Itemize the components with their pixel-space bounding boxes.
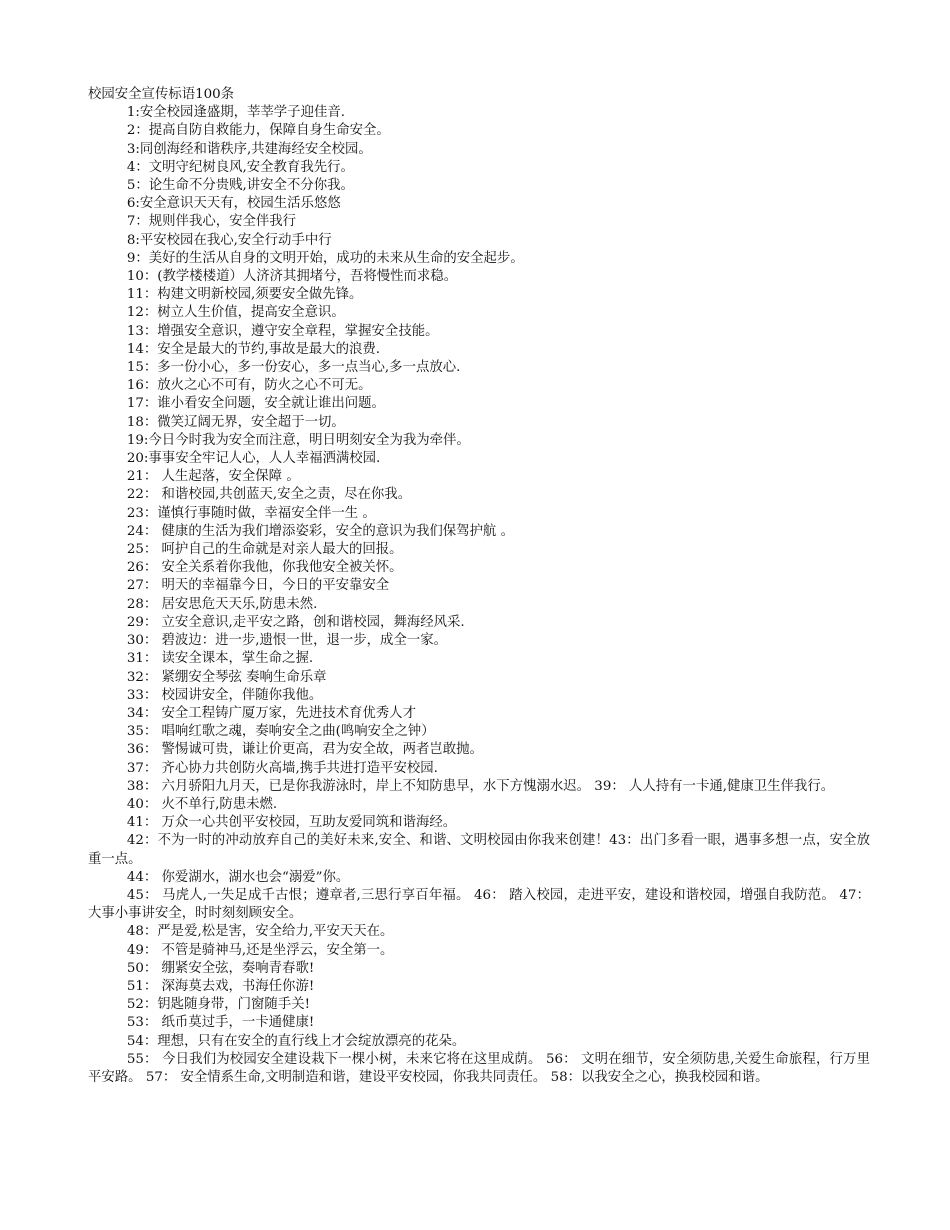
slogan-line: 9：美好的生活从自身的文明开始，成功的未来从生命的安全起步。 [126,250,524,266]
slogan-line: 8:平安校园在我心,安全行动手中行 [126,232,332,248]
slogan-line: 54：理想，只有在安全的直行线上才会绽放漂亮的花朵。 [126,1033,466,1049]
slogan-line: 2：提高自防自救能力，保障自身生命安全。 [126,123,390,139]
slogan-line: 11：构建文明新校园,须要安全做先锋。 [126,287,363,303]
slogan-line: 38： 六月骄阳九月天，已是你我游泳时，岸上不知防患早，水下方愧溺水迟。 39： 人人持有一卡通,健康卫生伴我行。 [126,778,835,794]
slogan-line: 25： 呵护自己的生命就是对亲人最大的回报。 [126,542,403,558]
slogan-line: 53： 纸币莫过手，一卡通健康! [126,1015,315,1031]
slogan-line: 45： 马虎人,一失足成千古恨；遵章者,三思行享百年福。 46： 踏入校园，走进平安，建设和谐校园，增强自我防范。 47： 大事小事讲安全，时时刻刻顾安全。 [88,887,870,922]
slogan-line: 29： 立安全意识,走平安之路，创和谐校园，舞海经风采. [126,614,465,630]
slogan-line: 42：不为一时的冲动放弃自己的美好未来,安全、和谐、文明校园由你我来创建！43：出门多看一眼，遇事多想一点，安全放重一点。 [88,833,870,867]
slogan-list [88,104,870,1087]
slogan-line: 36： 警惕诚可贵，谦让价更高，君为安全故，两者岂敢抛。 [126,742,483,758]
slogan-line: 10：(教学楼楼道）人济济其拥堵兮，吾将慢性而求稳。 [126,269,458,285]
slogan-line: 34： 安全工程铸广厦万家，先进技术育优秀人才 [126,705,416,721]
slogan-line: 31： 读安全课本，掌生命之握. [126,651,314,667]
slogan-line: 14：安全是最大的节约,事故是最大的浪费. [126,341,381,357]
slogan-line: 6:安全意识天天有，校园生活乐悠悠 [126,196,341,212]
document-title: 校园安全宣传标语100条 [88,87,235,102]
slogan-line: 49： 不管是骑神马,还是坐浮云，安全第一。 [126,942,394,958]
slogan-line: 44： 你爱湖水，湖水也会“溺爱”你。 [126,869,350,885]
slogan-line: 16：放火之心不可有，防火之心不可无。 [126,378,372,394]
slogan-line: 32： 紧绷安全琴弦 奏响生命乐章 [126,669,327,685]
slogan-line: 18：微笑辽阔无界，安全超于一切。 [126,414,345,430]
slogan-line: 7：规则伴我心，安全伴我行 [126,214,297,230]
slogan-line: 27： 明天的幸福靠今日，今日的平安靠安全 [126,578,390,594]
slogan-line: 51： 深海莫去戏，书海任你游! [126,978,315,994]
slogan-line: 20:事事安全牢记人心，人人幸福洒满校园. [126,451,381,467]
slogan-line: 26： 安全关系着你我他，你我他安全被关怀。 [126,560,403,576]
slogan-line: 5：论生命不分贵贱,讲安全不分你我。 [126,178,354,194]
slogan-line: 33： 校园讲安全，伴随你我他。 [126,687,323,703]
slogan-line: 4：文明守纪树良风,安全教育我先行。 [126,159,354,175]
slogan-line: 22： 和谐校园,共创蓝天,安全之责，尽在你我。 [126,487,412,503]
slogan-line: 19:今日今时我为安全而注意，明日明刻安全为我为牵伴。 [126,432,470,448]
slogan-line: 12：树立人生价值，提高安全意识。 [126,305,345,321]
slogan-line: 15：多一份小心，多一份安心，多一点当心,多一点放心. [126,360,461,376]
slogan-line: 3:同创海经和谐秩序,共建海经安全校园。 [126,141,372,157]
slogan-line: 55： 今日我们为校园安全建设栽下一棵小树，未来它将在这里成荫。 56： 文明在细节，安全须防患,关爱生命旅程，行万里平安路。 57： 安全情系生命,文明制造和谐，建设平安校园，你我共同责任。 58：以我安全之心，换我校园和谐。 [88,1051,870,1085]
slogan-line: 48：严是爱,松是害，安全给力,平安天天在。 [126,924,394,940]
slogan-line: 37： 齐心协力共创防火高墙,携手共进打造平安校园. [126,760,438,776]
slogan-line: 24： 健康的生活为我们增添姿彩，安全的意识为我们保驾护航 。 [126,523,514,539]
slogan-line: 17：谁小看安全问题，安全就让谁出问题。 [126,396,385,412]
slogan-line: 21： 人生起落，安全保障 。 [126,469,300,485]
slogan-line: 1:安全校园逢盛期，莘莘学子迎佳音. [126,105,346,121]
slogan-line: 50： 绷紧安全弦，奏响青春歌! [126,960,315,976]
slogan-line: 35： 唱响红歌之魂，奏响安全之曲(鸣响安全之钟） [126,724,435,740]
slogan-line: 28： 居安思危天天乐,防患未然. [126,596,318,612]
slogan-line: 52：钥匙随身带，门窗随手关! [126,997,310,1013]
slogan-line: 40： 火不单行,防患未燃. [126,796,278,812]
slogan-line: 41： 万众一心共创平安校园，互助友爱同筑和谐海经。 [126,815,457,831]
slogan-line: 30： 碧波边：进一步,遗恨一世，退一步，成全一家。 [126,633,448,649]
slogan-line: 23：谨慎行事随时做，幸福安全伴一生 。 [126,505,376,521]
slogan-line: 13：增强安全意识，遵守安全章程，掌握安全技能。 [126,323,439,339]
